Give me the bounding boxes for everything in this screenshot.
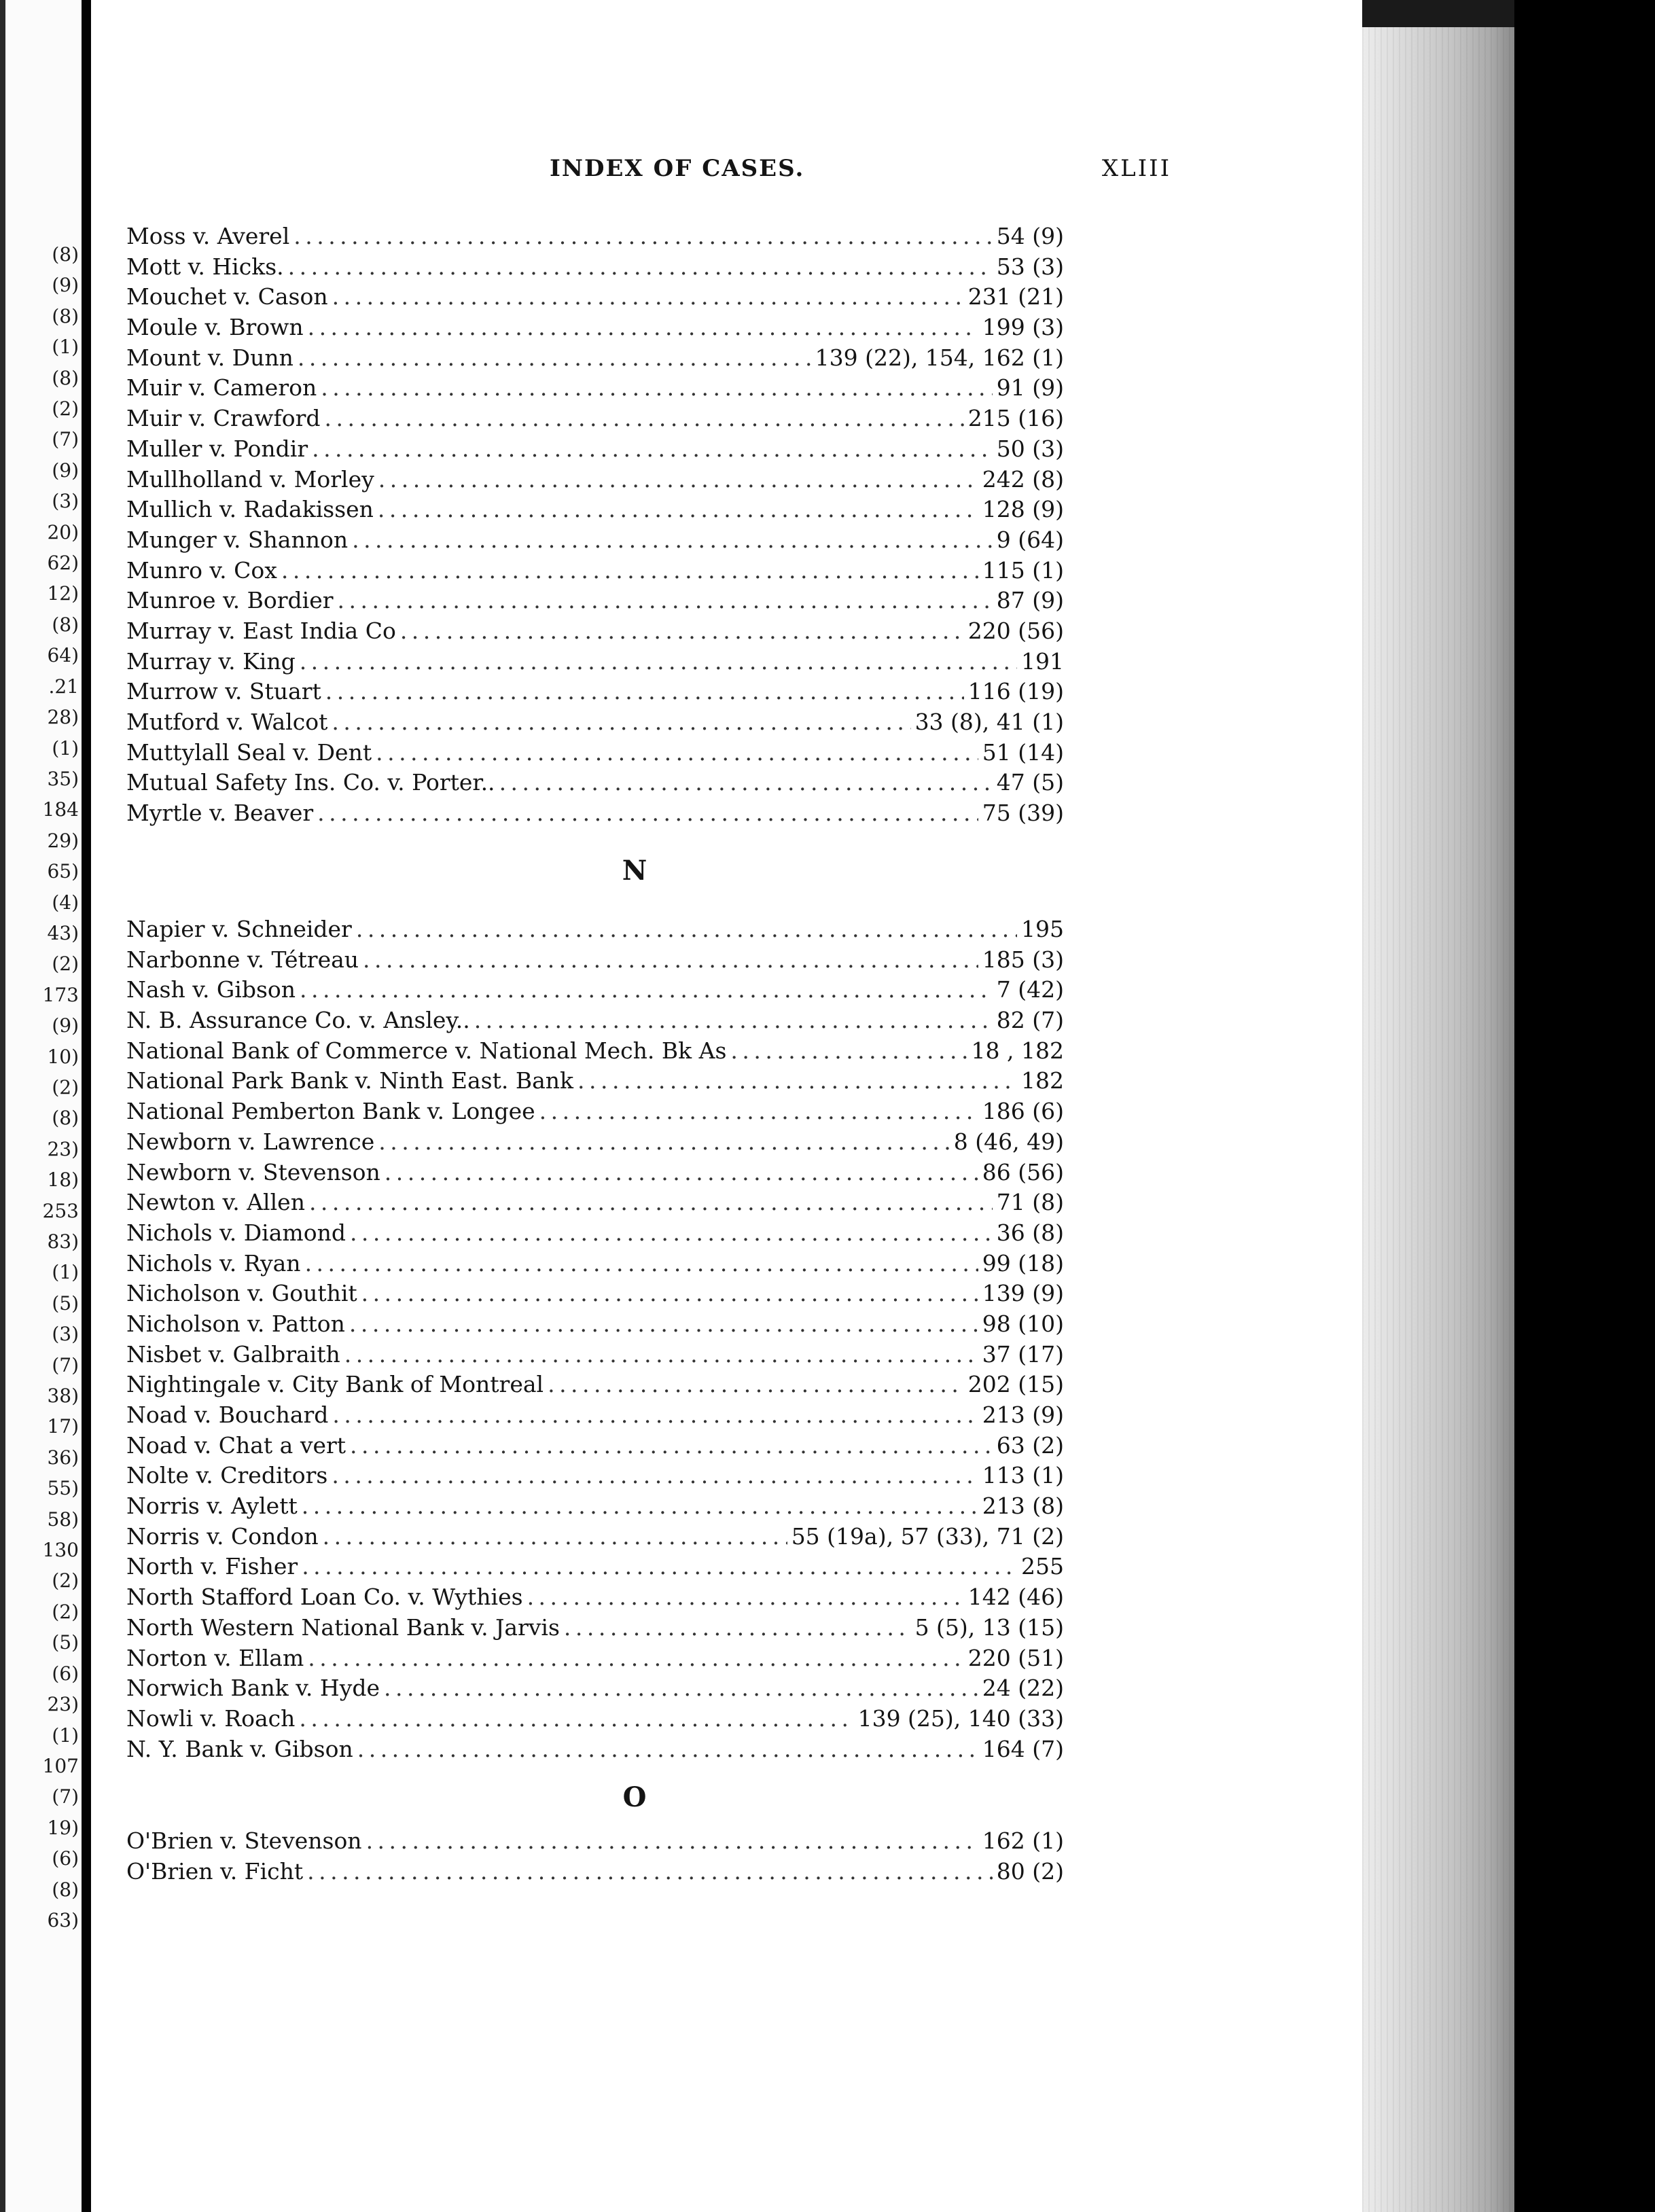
index-entry [126, 1523, 1064, 1554]
leader-dots [323, 1523, 787, 1550]
page-reference: 195 [1021, 916, 1064, 942]
margin-fragment: 38) [47, 1385, 79, 1408]
page-reference: 213 (9) [982, 1402, 1064, 1428]
margin-fragment: 107 [42, 1754, 79, 1777]
page-reference: 116 (19) [967, 678, 1064, 705]
leader-dots [527, 1584, 964, 1610]
leader-dots [539, 1098, 978, 1124]
index-entry [126, 916, 1064, 946]
leader-dots [332, 1402, 978, 1428]
case-name: Mott v. Hicks. [126, 253, 284, 280]
margin-fragment: 35) [47, 767, 79, 790]
running-header [458, 155, 1171, 189]
case-name: Mutual Safety Ins. Co. v. Porter.. [126, 769, 495, 796]
case-name: Newborn v. Lawrence [126, 1128, 375, 1155]
leader-dots [350, 1432, 993, 1459]
leader-dots [312, 435, 993, 462]
index-entry [126, 223, 1064, 253]
page-reference: 215 (16) [967, 405, 1064, 432]
margin-fragment: (7) [52, 428, 79, 451]
case-name: Nightingale v. City Bank of Montreal [126, 1371, 544, 1398]
margin-fragment: (5) [52, 1631, 79, 1654]
leader-dots [325, 678, 964, 704]
page-reference: 53 (3) [996, 253, 1064, 280]
leader-dots [378, 1128, 950, 1155]
case-name: Nash v. Gibson [126, 976, 296, 1003]
leader-dots [281, 557, 978, 584]
case-name: Newborn v. Stevenson [126, 1158, 380, 1185]
page-reference: 255 [1021, 1553, 1064, 1580]
index-entry [126, 1402, 1064, 1432]
margin-fragment: (9) [52, 1014, 79, 1037]
case-name: North v. Fisher [126, 1553, 298, 1580]
leader-dots [288, 253, 993, 280]
page-reference: 36 (8) [996, 1219, 1064, 1246]
index-entry [126, 1736, 1064, 1766]
case-name: Muir v. Crawford [126, 405, 321, 432]
margin-fragment: 17) [47, 1415, 79, 1438]
leader-dots [352, 527, 993, 553]
leader-dots [307, 1858, 993, 1885]
leader-dots [349, 1310, 978, 1337]
case-name: O'Brien v. Ficht [126, 1857, 304, 1885]
index-entry [126, 1432, 1064, 1463]
margin-fragment: (8) [52, 1107, 79, 1130]
case-name: Murrow v. Stuart [126, 678, 321, 705]
index-entry [126, 527, 1064, 557]
case-name: Muttylall Seal v. Dent [126, 738, 372, 766]
index-entry [126, 1310, 1064, 1341]
margin-fragment: 83) [47, 1230, 79, 1253]
index-entry [126, 1189, 1064, 1219]
case-name: Mutford v. Walcot [126, 709, 328, 735]
page-reference: 75 (39) [982, 800, 1064, 827]
page-reference: 164 (7) [982, 1735, 1064, 1762]
case-name: Nisbet v. Galbraith [126, 1340, 340, 1368]
page-reference: 213 (8) [982, 1493, 1064, 1520]
leader-dots [321, 374, 993, 401]
index-entry [126, 466, 1064, 497]
margin-fragment: (2) [52, 1075, 79, 1099]
margin-fragment: 55) [47, 1477, 79, 1500]
page-reference: 18 , 182 [971, 1037, 1064, 1064]
margin-fragment: .21 [48, 675, 79, 698]
page-reference: 191 [1021, 647, 1064, 675]
case-name: Mount v. Dunn [126, 344, 293, 371]
margin-fragment: (9) [52, 274, 79, 297]
case-name: Murray v. East India Co [126, 617, 396, 644]
case-name: N. B. Assurance Co. v. Ansley.. [126, 1007, 470, 1034]
gutter-edge [0, 0, 5, 2212]
index-entry [126, 1341, 1064, 1372]
page-reference: 142 (46) [967, 1584, 1064, 1611]
index-entry [126, 314, 1064, 344]
page-reference: 202 (15) [967, 1371, 1064, 1398]
case-name: Muir v. Cameron [126, 374, 317, 402]
index-entry [126, 946, 1064, 977]
leader-dots [385, 1159, 978, 1185]
case-name: North Western National Bank v. Jarvis [126, 1613, 560, 1641]
leader-dots [300, 976, 993, 1003]
page-reference: 5 (5), 13 (15) [914, 1613, 1064, 1641]
leader-dots [356, 916, 1017, 942]
margin-fragment: 19) [47, 1816, 79, 1839]
page-reference: 87 (9) [996, 587, 1064, 614]
margin-fragment: 173 [42, 983, 79, 1006]
index-entry [126, 1219, 1064, 1250]
margin-fragment: (8) [52, 243, 79, 266]
page-reference: 7 (42) [996, 976, 1064, 1003]
page-reference: 55 (19a), 57 (33), 71 (2) [791, 1522, 1064, 1550]
index-entry [126, 769, 1064, 800]
page-reference: 128 (9) [982, 496, 1064, 523]
leader-dots [309, 1189, 993, 1215]
index-entry [126, 1007, 1064, 1037]
case-name: Moule v. Brown [126, 314, 304, 341]
case-name: Moss v. Averel [126, 223, 290, 249]
case-name: Norton v. Ellam [126, 1644, 304, 1671]
page-reference: 113 (1) [982, 1462, 1064, 1489]
case-name: O'Brien v. Stevenson [126, 1827, 362, 1854]
leader-dots [305, 1250, 978, 1277]
page-reference: 47 (5) [996, 769, 1064, 796]
margin-fragment: 23) [47, 1137, 79, 1160]
case-name: Muller v. Pondir [126, 435, 308, 462]
index-entry [126, 1128, 1064, 1159]
index-entry [126, 1098, 1064, 1128]
leader-dots [548, 1371, 964, 1397]
case-name: Norris v. Aylett [126, 1493, 298, 1520]
index-entry [126, 1645, 1064, 1675]
margin-fragment: 28) [47, 706, 79, 729]
leader-dots [338, 587, 993, 613]
margin-fragment: (9) [52, 459, 79, 482]
case-name: Nicholson v. Patton [126, 1310, 345, 1337]
leader-dots [564, 1614, 911, 1641]
case-name: Myrtle v. Beaver [126, 800, 314, 827]
margin-fragment: (8) [52, 366, 79, 389]
margin-fragment: (2) [52, 1569, 79, 1592]
margin-fragment: 20) [47, 520, 79, 543]
page-reference: 9 (64) [996, 526, 1064, 553]
leader-dots [400, 618, 964, 644]
index-entry [126, 1493, 1064, 1523]
index-entry [126, 587, 1064, 618]
book-top-shadow [1362, 0, 1514, 27]
page-reference: 86 (56) [982, 1158, 1064, 1185]
case-name: Narbonne v. Tétreau [126, 946, 359, 973]
page-reference: 71 (8) [996, 1189, 1064, 1216]
index-entry [126, 648, 1064, 679]
page-reference: 51 (14) [982, 738, 1064, 766]
page-reference: 98 (10) [982, 1310, 1064, 1337]
page-reference: 220 (51) [967, 1644, 1064, 1671]
margin-fragment: (5) [52, 1291, 79, 1315]
index-entry [126, 1827, 1064, 1858]
leader-dots [317, 800, 978, 826]
index-entry [126, 557, 1064, 588]
margin-fragment: 23) [47, 1693, 79, 1716]
margin-fragment: (8) [52, 304, 79, 327]
index-entry [126, 1067, 1064, 1098]
page-reference: 82 (7) [996, 1007, 1064, 1034]
index-entry [126, 253, 1064, 284]
page-reference: 115 (1) [982, 556, 1064, 584]
margin-fragment: 64) [47, 644, 79, 667]
case-name: Mullholland v. Morley [126, 465, 374, 493]
index-entry [126, 435, 1064, 466]
leader-dots [325, 405, 964, 431]
index-entry [126, 374, 1064, 405]
case-name: N. Y. Bank v. Gibson [126, 1735, 353, 1762]
index-entry [126, 618, 1064, 648]
margin-fragment: (2) [52, 952, 79, 976]
case-name: Noad v. Chat a vert [126, 1431, 346, 1459]
margin-fragment: (8) [52, 613, 79, 636]
leader-dots [577, 1067, 1017, 1094]
leader-dots [499, 769, 993, 796]
margin-fragment: (1) [52, 336, 79, 359]
page-reference: 80 (2) [996, 1857, 1064, 1885]
case-name: Norwich Bank v. Hyde [126, 1675, 380, 1702]
index-entry [126, 1037, 1064, 1068]
case-name: National Park Bank v. Ninth East. Bank [126, 1067, 574, 1094]
page-reference: 8 (46, 49) [953, 1128, 1064, 1155]
leader-dots [300, 648, 1017, 675]
margin-fragment: (2) [52, 397, 79, 421]
index-entry [126, 678, 1064, 709]
leader-dots [730, 1037, 967, 1064]
margin-fragment: 58) [47, 1508, 79, 1531]
leader-dots [363, 946, 978, 973]
margin-fragment: (1) [52, 736, 79, 760]
leader-dots [298, 344, 811, 371]
margin-fragment: (6) [52, 1847, 79, 1870]
page-reference: 220 (56) [967, 617, 1064, 644]
margin-fragment: (1) [52, 1724, 79, 1747]
leader-dots [357, 1736, 978, 1762]
page-reference: 185 (3) [982, 946, 1064, 973]
page-reference: 231 (21) [967, 283, 1064, 310]
page-reference: 199 (3) [982, 314, 1064, 341]
leader-dots [332, 1462, 978, 1488]
index-entry [126, 1705, 1064, 1736]
leader-dots [474, 1007, 993, 1033]
index-entry [126, 1553, 1064, 1584]
index-entry [126, 976, 1064, 1007]
leader-dots [332, 709, 910, 735]
case-name: Newton v. Allen [126, 1189, 305, 1216]
index-entry [126, 1280, 1064, 1310]
margin-fragment: 184 [42, 798, 79, 821]
case-name: Murray v. King [126, 647, 296, 675]
previous-page-sliver [5, 0, 82, 2212]
margin-fragment: 43) [47, 921, 79, 944]
leader-dots [308, 1645, 964, 1671]
margin-fragment: (1) [52, 1261, 79, 1284]
margin-fragment: (2) [52, 1600, 79, 1623]
case-name: Nichols v. Ryan [126, 1249, 301, 1277]
margin-fragment: (7) [52, 1785, 79, 1808]
section-n-list [126, 916, 1064, 1766]
leader-dots [344, 1341, 978, 1368]
index-entry [126, 1159, 1064, 1190]
leader-dots [293, 223, 993, 249]
previous-page-fragments [43, 239, 79, 1936]
case-name: Noad v. Bouchard [126, 1402, 329, 1428]
page-reference: 50 (3) [996, 435, 1064, 462]
leader-dots [366, 1827, 978, 1854]
page-reference: 139 (9) [982, 1280, 1064, 1307]
leader-dots [332, 283, 964, 310]
index-entry [126, 1371, 1064, 1402]
index-entry [126, 405, 1064, 435]
leader-dots [378, 466, 978, 493]
margin-fragment: (8) [52, 1878, 79, 1901]
margin-fragment: 253 [42, 1199, 79, 1222]
leader-dots [302, 1493, 978, 1519]
leader-dots [361, 1280, 978, 1306]
margin-fragment: (3) [52, 490, 79, 513]
case-name: Mouchet v. Cason [126, 283, 328, 310]
margin-fragment: 62) [47, 552, 79, 575]
case-name: Munro v. Cox [126, 556, 277, 584]
page-reference: 33 (8), 41 (1) [914, 709, 1064, 735]
margin-fragment: (6) [52, 1662, 79, 1685]
page-reference: 182 [1021, 1067, 1064, 1094]
margin-fragment: 12) [47, 582, 79, 605]
case-name: Munger v. Shannon [126, 526, 349, 553]
index-entry [126, 1675, 1064, 1705]
page-reference: 54 (9) [996, 223, 1064, 249]
page-title: INDEX OF CASES. [550, 155, 805, 182]
page-reference: 162 (1) [982, 1827, 1064, 1854]
leader-dots [376, 739, 978, 766]
index-entry [126, 739, 1064, 770]
case-name: Nolte v. Creditors [126, 1462, 328, 1489]
case-name: Nichols v. Diamond [126, 1219, 346, 1246]
case-name: Nowli v. Roach [126, 1705, 296, 1732]
page-number: XLIII [1101, 155, 1171, 182]
leader-dots [308, 314, 978, 340]
margin-fragment: 63) [47, 1908, 79, 1931]
book-spine [82, 0, 91, 2212]
margin-fragment: (4) [52, 891, 79, 914]
index-entry [126, 1614, 1064, 1645]
background-dark [1514, 0, 1655, 2212]
page-reference: 99 (18) [982, 1249, 1064, 1277]
section-letter-o: O [622, 1781, 647, 1813]
index-entry [126, 344, 1064, 375]
page-reference: 139 (22), 154, 162 (1) [815, 344, 1064, 371]
index-entry [126, 283, 1064, 314]
book-page-edge-lines [1362, 27, 1514, 2212]
page-reference: 63 (2) [996, 1431, 1064, 1459]
index-entry [126, 709, 1064, 739]
case-name: National Bank of Commerce v. National Mech. Bk As [126, 1037, 727, 1064]
leader-dots [378, 496, 978, 522]
margin-fragment: 29) [47, 829, 79, 852]
margin-fragment: 10) [47, 1045, 79, 1068]
margin-fragment: 36) [47, 1446, 79, 1469]
index-entry [126, 1858, 1064, 1889]
margin-fragment: 65) [47, 860, 79, 883]
case-name: Norris v. Condon [126, 1522, 319, 1550]
index-entry [126, 1250, 1064, 1281]
case-name: North Stafford Loan Co. v. Wythies [126, 1584, 523, 1611]
page-reference: 37 (17) [982, 1340, 1064, 1368]
section-m-list [126, 223, 1064, 830]
case-name: Nicholson v. Gouthit [126, 1280, 357, 1307]
page-reference: 139 (25), 140 (33) [857, 1705, 1064, 1732]
margin-fragment: 130 [42, 1539, 79, 1562]
margin-fragment: (7) [52, 1353, 79, 1376]
leader-dots [299, 1705, 853, 1732]
leader-dots [384, 1675, 978, 1701]
case-name: National Pemberton Bank v. Longee [126, 1098, 535, 1125]
margin-fragment: 18) [47, 1169, 79, 1192]
index-entry [126, 1462, 1064, 1493]
case-name: Mullich v. Radakissen [126, 496, 374, 523]
page-reference: 186 (6) [982, 1098, 1064, 1125]
case-name: Munroe v. Bordier [126, 587, 334, 614]
index-entry [126, 1584, 1064, 1614]
index-entry [126, 800, 1064, 830]
section-o-list [126, 1827, 1064, 1888]
case-name: Napier v. Schneider [126, 916, 352, 942]
index-page [91, 0, 1362, 2212]
section-letter-n: N [622, 855, 647, 887]
leader-dots [302, 1553, 1017, 1580]
leader-dots [350, 1219, 993, 1246]
page-reference: 24 (22) [982, 1675, 1064, 1702]
page-reference: 91 (9) [996, 374, 1064, 402]
margin-fragment: (3) [52, 1323, 79, 1346]
page-reference: 242 (8) [982, 465, 1064, 493]
index-entry [126, 496, 1064, 527]
